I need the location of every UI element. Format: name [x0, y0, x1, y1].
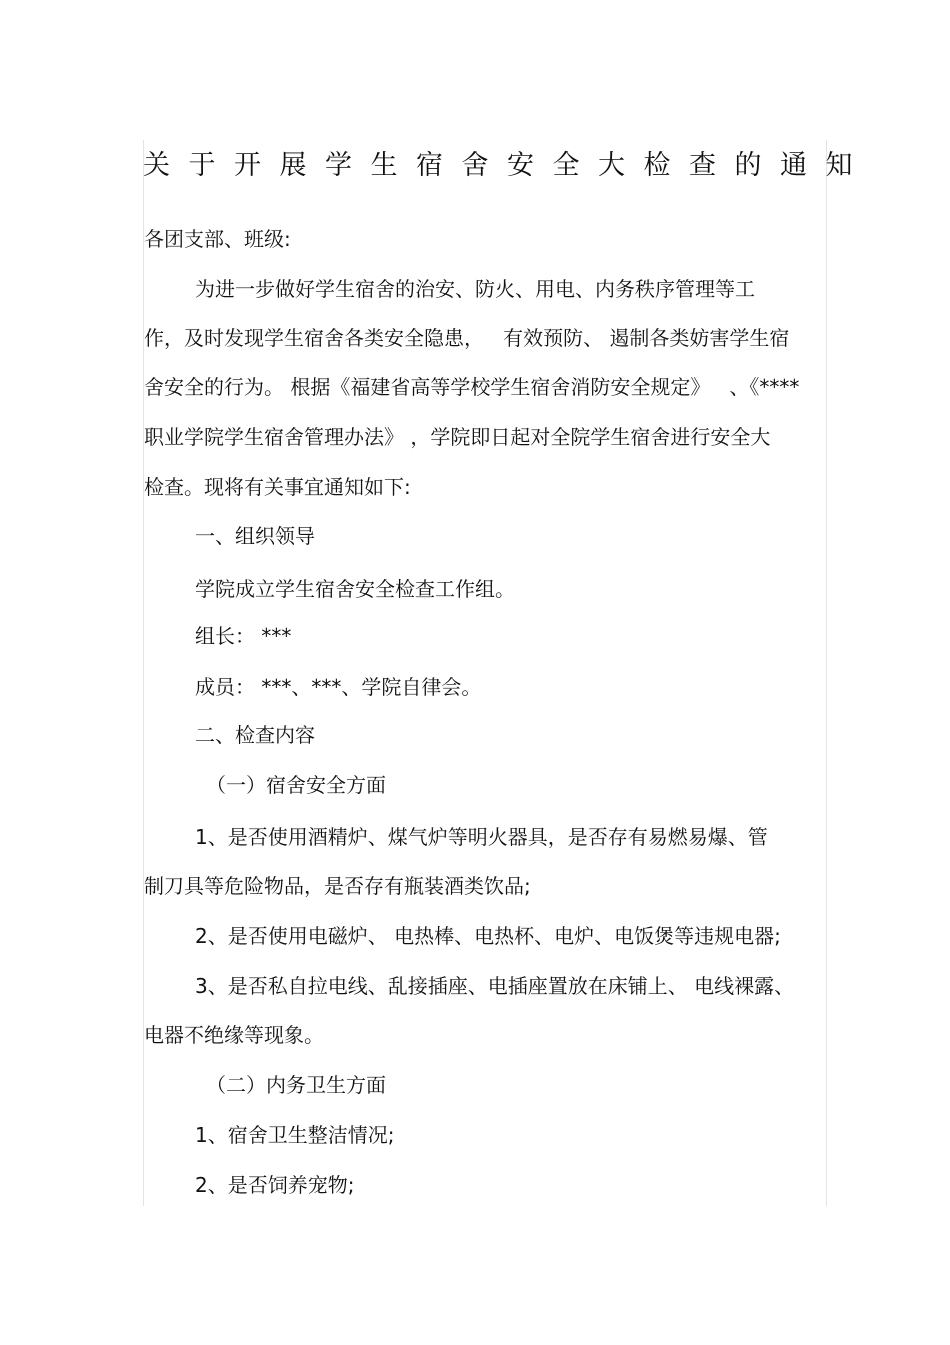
paragraph-line: 学院成立学生宿舍安全检查工作组。 [195, 577, 515, 601]
paragraph-line: 组长： *** [195, 624, 292, 648]
paragraph-line: 职业学院学生宿舍管理办法》 ，学院即日起对全院学生宿舍进行安全大 [144, 425, 771, 449]
page-border-right [826, 140, 827, 1206]
list-item-continuation: 电器不绝缘等现象。 [144, 1023, 324, 1047]
document-title: 关于开展学生宿舍安全大检查的通知 [143, 150, 871, 181]
salutation: 各团支部、班级: [144, 227, 291, 251]
section-heading: 二、检查内容 [195, 723, 315, 747]
subsection-heading: （一）宿舍安全方面 [206, 773, 386, 797]
paragraph-line: 检查。现将有关事宜通知如下: [144, 475, 411, 499]
list-item-continuation: 制刀具等危险物品，是否存有瓶装酒类饮品; [144, 874, 531, 898]
subsection-heading: （二）内务卫生方面 [206, 1073, 386, 1097]
list-item: 1、是否使用酒精炉、煤气炉等明火器具，是否存有易燃易爆、管 [195, 825, 768, 849]
list-item: 2、是否饲养宠物; [195, 1173, 355, 1197]
list-item: 2、是否使用电磁炉、 电热棒、电热杯、电炉、电饭煲等违规电器; [195, 924, 781, 948]
section-heading: 一、组织领导 [195, 524, 315, 548]
list-item: 3、是否私自拉电线、乱接插座、电插座置放在床铺上、 电线裸露、 [195, 974, 795, 998]
paragraph-line: 舍安全的行为。 根据《福建省高等学校学生宿舍消防安全规定》 、《**** [144, 375, 800, 399]
list-item: 1、宿舍卫生整洁情况; [195, 1123, 395, 1147]
paragraph-line: 作，及时发现学生宿舍各类安全隐患， 有效预防、 遏制各类妨害学生宿 [144, 326, 790, 350]
paragraph-line: 成员： ***、***、学院自律会。 [195, 675, 482, 699]
paragraph-line: 为进一步做好学生宿舍的治安、防火、用电、内务秩序管理等工 [195, 277, 755, 301]
